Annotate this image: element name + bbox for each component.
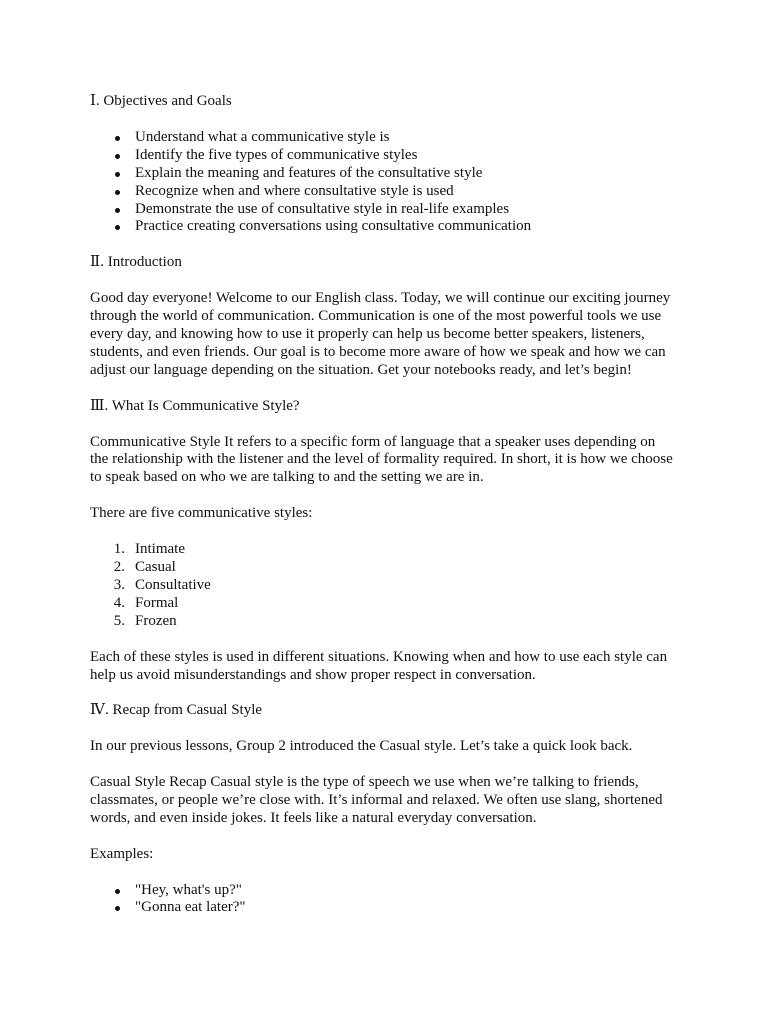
objective-text: Practice creating conversations using consultative communication [135, 218, 532, 235]
document-page [90, 93, 680, 935]
list-item [90, 129, 680, 147]
objectives-list [90, 129, 680, 237]
list-number: 5. [113, 612, 125, 629]
section-heading-introduction: Ⅱ. Introduction [90, 254, 182, 271]
bullet-icon [115, 172, 120, 177]
list-item [90, 183, 680, 201]
objective-text: Identify the five types of communicative styles [135, 146, 418, 163]
objective-text: Demonstrate the use of consultative style in real-life examples [135, 200, 510, 217]
paragraph-line: every day, and knowing how to use it properly can help us become better speakers, listeners, [90, 325, 645, 342]
paragraph-line: Communicative Style It refers to a specific form of language that a speaker uses depending on [90, 433, 656, 450]
paragraph-line: students, and even friends. Our goal is to become more aware of how we speak and how we can [90, 343, 666, 360]
list-item [90, 577, 680, 595]
example-text: "Gonna eat later?" [135, 899, 246, 916]
recap-paragraph [90, 774, 680, 828]
paragraph-line: to speak based on who we are talking to and the setting we are in. [90, 469, 484, 486]
list-item [90, 165, 680, 183]
list-number: 1. [113, 541, 125, 558]
paragraph-line: Good day everyone! Welcome to our English class. Today, we will continue our exciting journey [90, 290, 671, 307]
section-heading-objectives: Ⅰ. Objectives and Goals [90, 93, 232, 109]
introduction-paragraph [90, 290, 680, 380]
list-item [90, 541, 680, 559]
definition-paragraph [90, 434, 680, 488]
styles-closing-paragraph [90, 649, 680, 685]
list-item [90, 882, 680, 900]
paragraph-line: adjust our language depending on the situation. Get your notebooks ready, and let’s begin! [90, 361, 632, 378]
list-item [90, 147, 680, 165]
list-number: 3. [113, 576, 125, 593]
style-label: Casual [135, 558, 176, 575]
bullet-icon [115, 190, 120, 195]
objective-text: Explain the meaning and features of the consultative style [135, 164, 483, 181]
bullet-icon [115, 889, 120, 894]
list-item [90, 595, 680, 613]
recap-intro: In our previous lessons, Group 2 introduced the Casual style. Let’s take a quick look back. [90, 738, 633, 755]
list-number: 2. [113, 558, 125, 575]
list-item [90, 201, 680, 219]
list-item [90, 218, 680, 236]
example-text: "Hey, what's up?" [135, 881, 242, 898]
paragraph-line: Casual Style Recap Casual style is the type of speech we use when we’re talking to friends, [90, 774, 639, 791]
list-item [90, 559, 680, 577]
paragraph-line: Each of these styles is used in different situations. Knowing when and how to use each style can [90, 648, 668, 665]
paragraph-line: help us avoid misunderstandings and show proper respect in conversation. [90, 666, 536, 683]
objective-text: Recognize when and where consultative style is used [135, 182, 454, 199]
styles-list-intro: There are five communicative styles: [90, 505, 313, 522]
bullet-icon [115, 208, 120, 213]
styles-numbered-list [90, 541, 680, 631]
paragraph-line: the relationship with the listener and the level of formality required. In short, it is how we choose [90, 451, 673, 468]
list-number: 4. [113, 594, 125, 611]
style-label: Intimate [135, 541, 185, 558]
bullet-icon [115, 136, 120, 141]
list-item [90, 899, 680, 917]
paragraph-line: through the world of communication. Communication is one of the most powerful tools we use [90, 308, 662, 325]
paragraph-line: classmates, or people we’re close with. It’s informal and relaxed. We often use slang, shortened [90, 791, 663, 808]
examples-list [90, 882, 680, 918]
style-label: Frozen [135, 612, 177, 629]
section-heading-communicative-style: Ⅲ. What Is Communicative Style? [90, 397, 300, 414]
bullet-icon [115, 225, 120, 230]
style-label: Formal [135, 594, 179, 611]
bullet-icon [115, 906, 120, 911]
examples-label: Examples: [90, 845, 154, 862]
style-label: Consultative [135, 576, 211, 593]
bullet-icon [115, 154, 120, 159]
section-heading-recap: Ⅳ. Recap from Casual Style [90, 702, 263, 719]
paragraph-line: words, and even inside jokes. It feels like a natural everyday conversation. [90, 809, 537, 826]
objective-text: Understand what a communicative style is [135, 128, 390, 145]
list-item [90, 613, 680, 631]
